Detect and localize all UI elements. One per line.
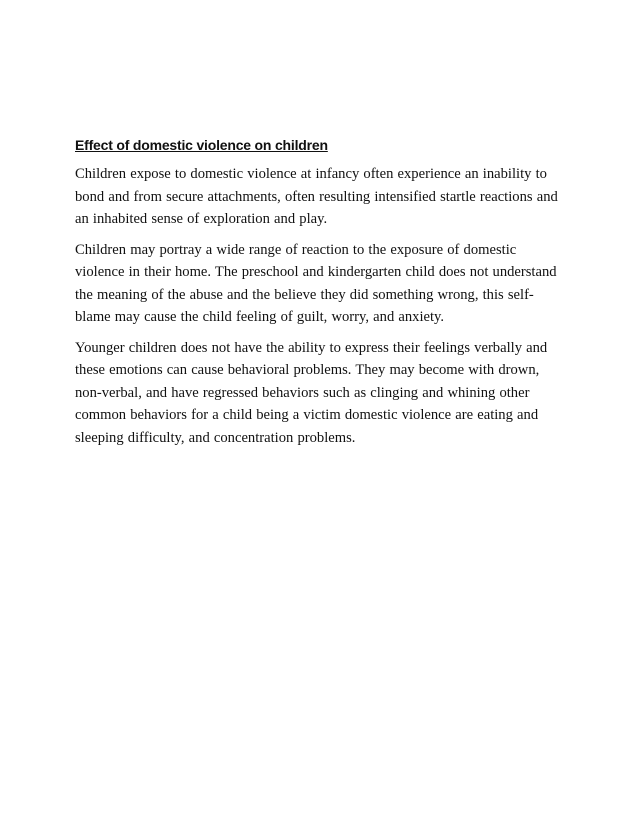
paragraph-younger-children — [75, 337, 565, 450]
paragraph-infancy — [75, 163, 565, 231]
text-line: the meaning of the abuse and the believe they did something wrong, this self- — [75, 286, 534, 303]
text-line: non-verbal, and have regressed behaviors such as clinging and whining other — [75, 384, 530, 401]
text-line: sleeping difficulty, and concentration problems. — [75, 429, 356, 446]
paragraph-reactions — [75, 239, 565, 329]
text-line: common behaviors for a child being a victim domestic violence are eating and — [75, 407, 539, 423]
text-line: Younger children does not have the ability to express their feelings verbally and — [75, 339, 548, 356]
section-heading: Effect of domestic violence on children — [75, 137, 328, 153]
text-line: Children may portray a wide range of reaction to the exposure of domestic — [75, 241, 517, 258]
text-line: Children expose to domestic violence at infancy often experience an inability to — [75, 166, 547, 182]
text-line: these emotions can cause behavioral problems. They may become with drown, — [75, 362, 540, 378]
text-line: blame may cause the child feeling of guilt, worry, and anxiety. — [75, 309, 445, 325]
text-line: an inhabited sense of exploration and play. — [75, 211, 328, 227]
document-body — [75, 137, 565, 457]
text-line: bond and from secure attachments, often resulting intensified startle reactions and — [75, 188, 558, 205]
text-line: violence in their home. The preschool and kindergarten child does not understand — [75, 264, 557, 280]
